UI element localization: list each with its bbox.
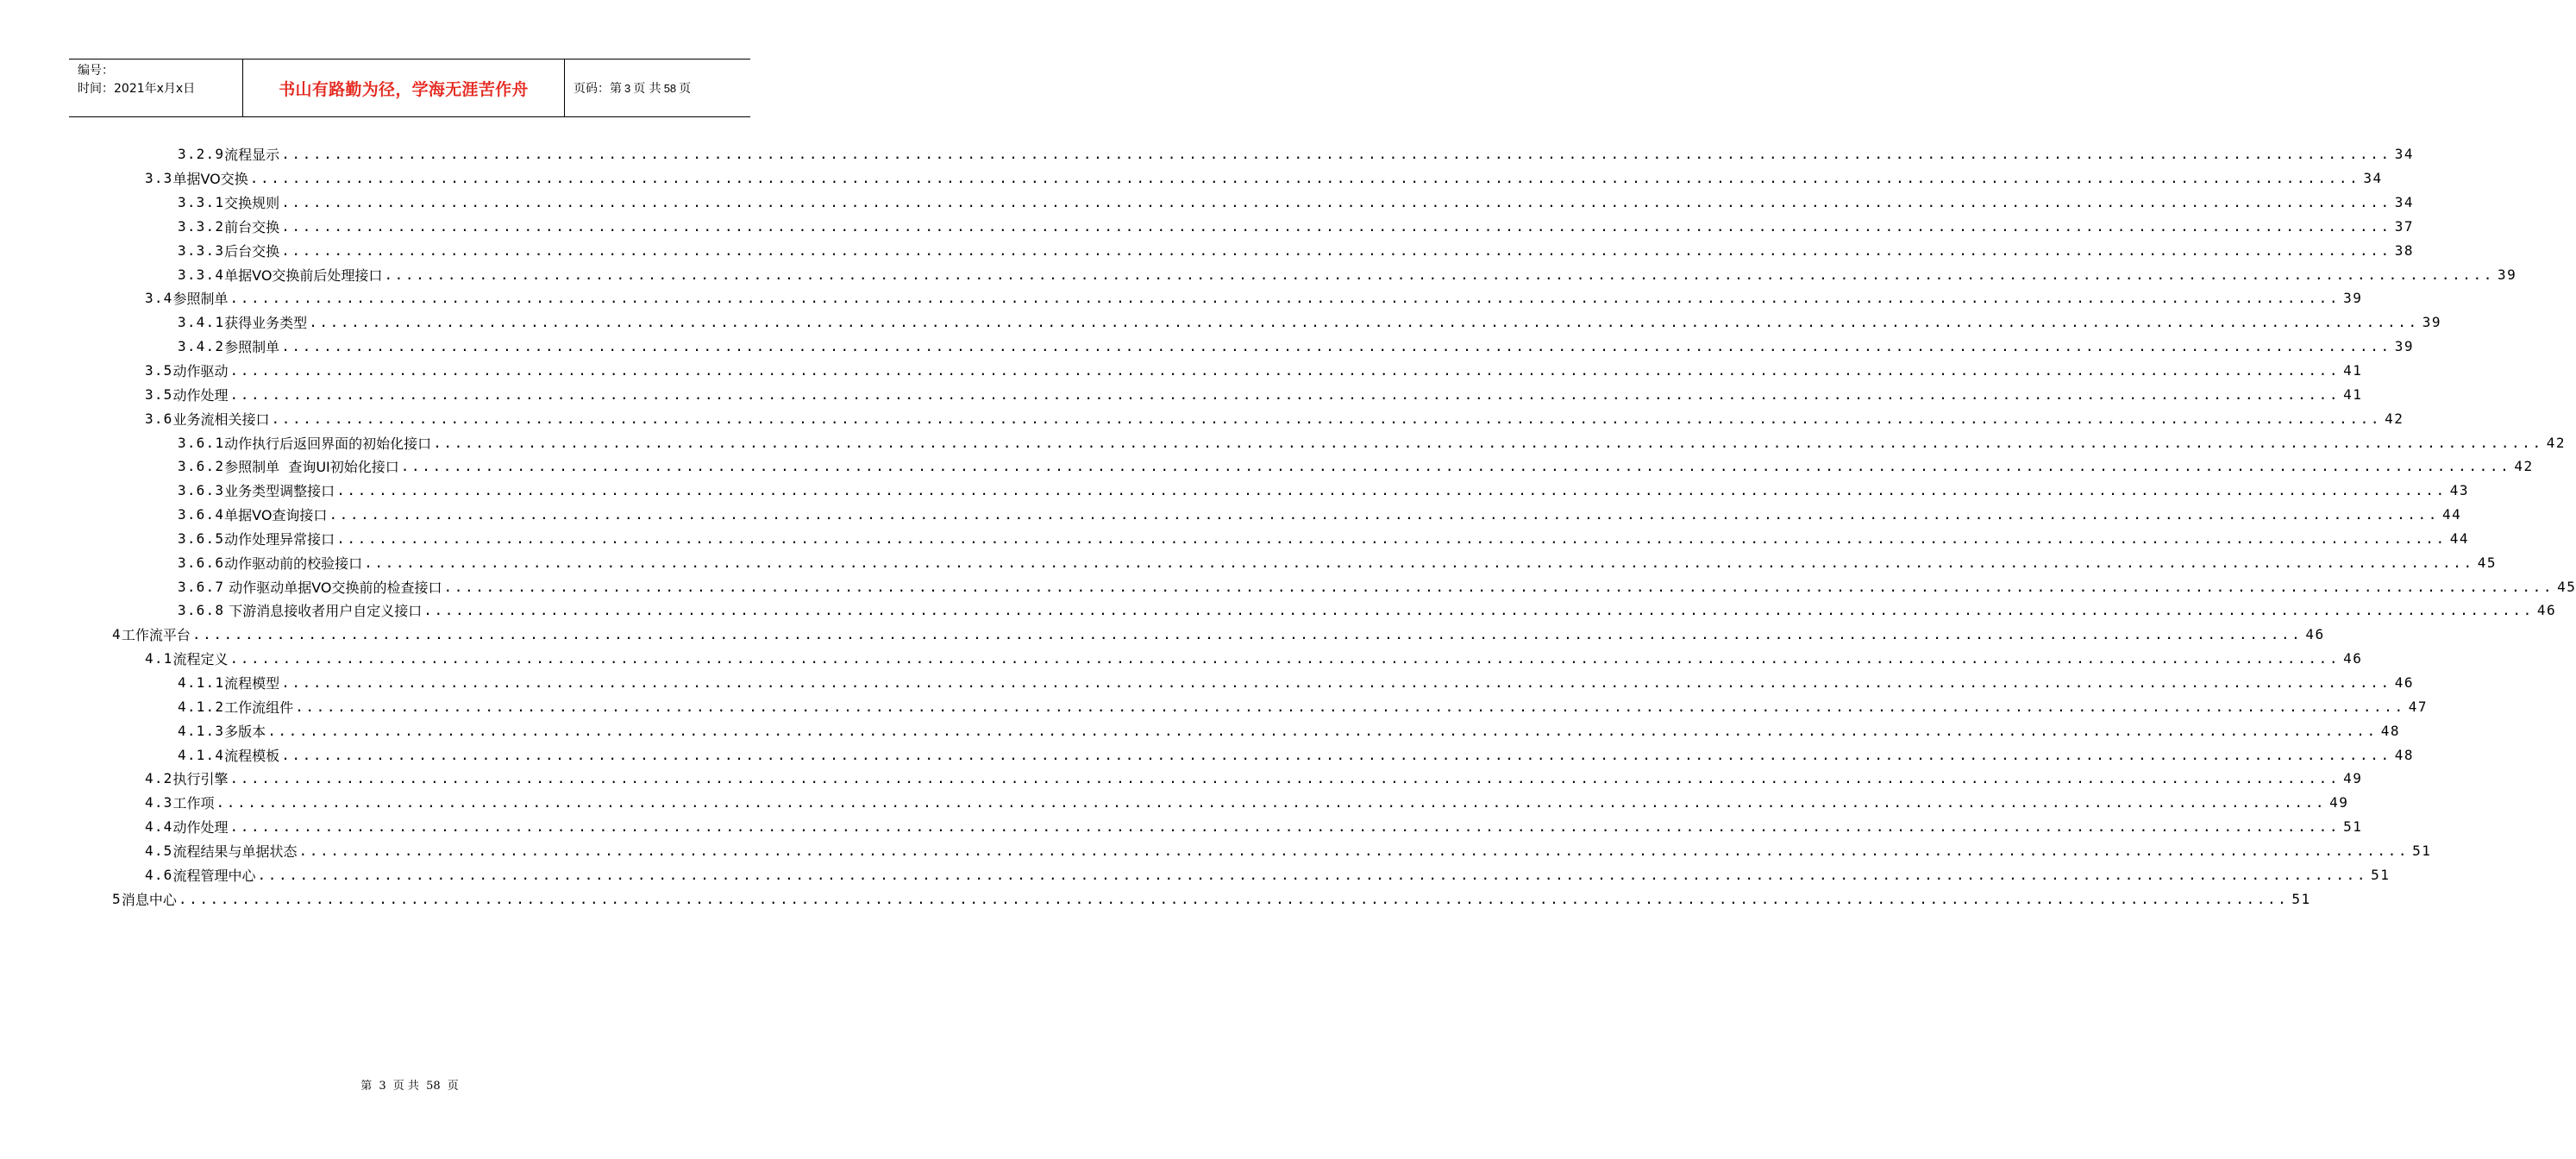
toc-entry-title: 流程定义 [172,651,229,668]
toc-entry[interactable] [0,550,2498,574]
toc-entry-title: 动作处理 [172,386,229,404]
toc-entry-page: 34 [2394,194,2415,211]
toc-entry-page: 49 [2329,794,2349,811]
toc-entry-title: 工作流平台 [121,627,191,644]
toc-entry-title: 动作处理异常接口 [224,530,335,548]
toc-entry-title: 工作项 [172,795,215,812]
toc-entry-page: 37 [2394,217,2415,235]
toc-entry-title: 获得业务类型 [224,315,308,332]
toc-dot-leader: ........................................................................................................................................................................................................ [229,362,2341,379]
toc-entry[interactable] [0,310,2442,335]
toc-dot-leader: ........................................................................................................................................................................................................ [384,266,2494,283]
toc-entry-page: 41 [2343,385,2363,403]
toc-entry[interactable] [0,838,2432,862]
toc-entry[interactable] [0,238,2415,262]
toc-entry[interactable] [0,623,2325,647]
toc-entry-page: 51 [2371,866,2391,883]
toc-entry[interactable] [0,335,2415,359]
document-number-label: 编号： [78,64,114,78]
toc-entry-page: 41 [2343,362,2363,379]
toc-entry-page: 51 [2412,842,2432,859]
toc-entry-number: 4.1.3 [178,722,225,739]
toc-entry-number: 3.3.2 [178,217,225,235]
toc-dot-leader: ........................................................................................................................................................................................................ [281,673,2391,691]
toc-entry-page: 48 [2380,722,2401,739]
toc-entry-title: 下游消息接收者用户自定义接口 [224,603,423,620]
toc-entry-page: 44 [2449,529,2470,547]
toc-dot-leader: ........................................................................................................................................................................................................ [229,385,2341,403]
toc-entry-number: 3.4.1 [178,314,225,331]
toc-entry-number: 3.6.7 [178,578,225,595]
footer-total-pages: 58 [426,1080,441,1093]
toc-entry-title: 流程显示 [224,147,280,164]
toc-entry-page: 42 [2514,458,2534,475]
toc-dot-leader: ........................................................................................................................................................................................................ [229,650,2341,667]
toc-entry[interactable] [0,647,2363,671]
toc-entry-page: 51 [2291,890,2311,907]
toc-dot-leader: ........................................................................................................................................................................................................ [336,482,2447,499]
toc-dot-leader: ........................................................................................................................................................................................................ [298,842,2410,859]
toc-entry-number: 4.3 [145,794,173,811]
toc-entry[interactable] [0,694,2429,718]
toc-entry[interactable] [0,574,2576,598]
toc-entry-number: 4.6 [145,866,173,883]
toc-entry[interactable] [0,671,2415,695]
toc-entry-number: 4.2 [145,770,173,787]
toc-entry[interactable] [0,382,2363,406]
toc-entry-title: 工作流组件 [224,699,294,716]
toc-entry-title: 交换规则 [224,195,280,212]
toc-entry-page: 34 [2363,170,2383,187]
toc-dot-leader: ........................................................................................................................................................................................................ [178,890,2289,907]
toc-entry[interactable] [0,862,2391,886]
toc-entry-title: 业务流相关接口 [172,410,270,428]
toc-entry-page: 45 [2477,554,2498,571]
toc-entry-page: 51 [2343,818,2363,836]
toc-entry-title: 动作处理 [172,819,229,836]
toc-entry-number: 3.4 [145,290,173,307]
toc-entry-number: 3.3 [145,170,173,187]
toc-entry-page: 43 [2449,482,2470,499]
toc-entry-number: 4.1.4 [178,746,225,763]
toc-entry-title: 单据VO交换前后处理接口 [224,266,383,284]
toc-entry-number: 3.6.8 [178,602,225,619]
page-info-mid: 页 共 [633,82,661,96]
toc-entry[interactable] [0,430,2567,454]
toc-dot-leader: ........................................................................................................................................................................................................ [281,241,2391,259]
toc-entry-title: 单据VO交换 [172,171,248,188]
toc-entry-page: 42 [2385,410,2404,427]
toc-entry-title: 参照制单 [224,339,280,356]
toc-entry-title: 流程管理中心 [172,867,256,884]
toc-entry-page: 46 [2343,650,2363,667]
toc-entry[interactable] [0,142,2415,166]
toc-dot-leader: ........................................................................................................................................................................................................ [295,698,2405,715]
toc-entry-number: 3.2.9 [178,146,225,163]
toc-entry-title: 参照制单 查询UI初始化接口 [224,459,399,476]
toc-entry-number: 3.5 [145,385,173,403]
table-of-contents [0,142,2576,911]
toc-entry-title: 后台交换 [224,242,280,260]
toc-entry[interactable] [0,503,2462,527]
toc-entry-page: 45 [2557,578,2576,595]
toc-entry-number: 3.6.4 [178,506,225,523]
toc-dot-leader: ........................................................................................................................................................................................................ [336,529,2447,547]
toc-entry-number: 4 [112,626,122,643]
toc-entry-page: 44 [2442,506,2462,523]
toc-entry-page: 39 [2343,290,2363,307]
toc-entry-number: 4.5 [145,842,173,859]
toc-dot-leader: ........................................................................................................................................................................................................ [400,458,2511,475]
toc-entry-number: 4.1 [145,650,173,667]
page-info-total: 58 [663,81,677,95]
page-footer [0,1076,819,1093]
toc-entry-title: 业务类型调整接口 [224,483,335,500]
toc-entry[interactable] [0,454,2534,479]
toc-entry-page: 39 [2422,314,2442,331]
toc-entry-title: 流程结果与单据状态 [172,843,298,860]
page-info-prefix: 页码：第 [573,82,622,96]
toc-dot-leader: ........................................................................................................................................................................................................ [229,290,2341,307]
toc-entry-number: 4.1.2 [178,698,225,715]
toc-entry[interactable] [0,791,2349,815]
toc-entry[interactable] [0,359,2363,383]
toc-dot-leader: ........................................................................................................................................................................................................ [281,146,2391,163]
toc-entry-number: 3.6.5 [178,529,225,547]
toc-entry[interactable] [0,527,2470,551]
toc-entry-page: 39 [2498,266,2517,283]
toc-entry-page: 39 [2394,338,2415,355]
toc-entry-title: 流程模型 [224,674,280,692]
toc-entry-number: 5 [112,890,122,907]
toc-entry-number: 3.4.2 [178,338,225,355]
header-motto: 书山有路勤为径，学海无涯苦作舟 [243,60,565,116]
toc-entry[interactable] [0,598,2557,623]
toc-entry-page: 46 [2305,626,2325,643]
footer-current-page: 3 [379,1080,386,1093]
toc-entry[interactable] [0,767,2363,791]
toc-entry-title: 动作驱动 [172,363,229,380]
toc-entry-title: 动作执行后返回界面的初始化接口 [224,435,432,452]
toc-dot-leader: ........................................................................................................................................................................................................ [423,602,2534,619]
toc-entry-number: 3.6.1 [178,434,225,451]
toc-dot-leader: ........................................................................................................................................................................................................ [309,314,2419,331]
header-page-info [565,60,750,116]
page-info-current: 3 [624,81,631,95]
toc-entry-page: 42 [2546,434,2567,451]
toc-entry-title: 参照制单 [172,291,229,308]
footer-prefix: 第 [360,1080,373,1093]
toc-entry-page: 46 [2536,602,2557,619]
toc-dot-leader: ........................................................................................................................................................................................................ [433,434,2543,451]
toc-entry[interactable] [0,215,2415,239]
toc-entry-page: 47 [2408,698,2429,715]
footer-mid: 页 共 [392,1080,419,1093]
toc-entry-title: 多版本 [224,723,266,740]
toc-dot-leader: ........................................................................................................................................................................................................ [216,794,2327,811]
toc-dot-leader: ........................................................................................................................................................................................................ [257,866,2368,883]
toc-dot-leader: ........................................................................................................................................................................................................ [281,338,2391,355]
toc-dot-leader: ........................................................................................................................................................................................................ [229,770,2341,787]
toc-dot-leader: ........................................................................................................................................................................................................ [271,410,2382,427]
header-meta [69,60,243,116]
toc-entry[interactable] [0,742,2415,767]
toc-dot-leader: ........................................................................................................................................................................................................ [191,626,2303,643]
toc-dot-leader: ........................................................................................................................................................................................................ [443,578,2554,595]
toc-entry-page: 34 [2394,146,2415,163]
toc-entry-number: 4.1.1 [178,673,225,691]
toc-entry-number: 3.3.4 [178,266,225,283]
toc-entry-title: 流程模板 [224,747,280,764]
toc-entry-title: 前台交换 [224,218,280,235]
toc-entry-number: 3.5 [145,362,173,379]
page-info-suffix: 页 [679,82,692,96]
toc-entry-title: 消息中心 [121,891,177,908]
toc-dot-leader: ........................................................................................................................................................................................................ [329,506,2439,523]
toc-dot-leader: ........................................................................................................................................................................................................ [281,194,2391,211]
footer-suffix: 页 [447,1080,459,1093]
toc-entry[interactable] [0,191,2415,215]
document-time-label: 时间：2021年x月x日 [78,82,196,96]
toc-dot-leader: ........................................................................................................................................................................................................ [249,170,2360,187]
toc-entry-number: 3.3.3 [178,241,225,259]
toc-entry[interactable] [0,815,2363,839]
toc-entry[interactable] [0,166,2383,191]
toc-entry-number: 3.3.1 [178,194,225,211]
toc-entry-page: 46 [2394,673,2415,691]
toc-entry[interactable] [0,479,2470,503]
toc-entry-number: 3.6.6 [178,554,225,571]
toc-entry[interactable] [0,718,2401,742]
toc-entry-page: 49 [2343,770,2363,787]
toc-dot-leader: ........................................................................................................................................................................................................ [281,746,2391,763]
toc-entry[interactable] [0,406,2404,430]
toc-entry-page: 38 [2394,241,2415,259]
toc-entry[interactable] [0,262,2517,286]
toc-entry-page: 48 [2394,746,2415,763]
toc-dot-leader: ........................................................................................................................................................................................................ [364,554,2474,571]
toc-entry-number: 3.6 [145,410,173,427]
toc-entry-title: 动作驱动前的校验接口 [224,554,363,572]
toc-entry[interactable] [0,286,2363,310]
toc-entry[interactable] [0,886,2311,911]
page-header [69,59,750,117]
toc-entry-title: 执行引擎 [172,771,229,788]
toc-entry-title: 动作驱动单据VO交换前的检查接口 [224,579,442,596]
toc-entry-title: 单据VO查询接口 [224,507,328,524]
toc-dot-leader: ........................................................................................................................................................................................................ [229,818,2341,836]
toc-entry-number: 3.6.3 [178,482,225,499]
toc-entry-number: 3.6.2 [178,458,225,475]
toc-entry-number: 4.4 [145,818,173,836]
toc-dot-leader: ........................................................................................................................................................................................................ [281,217,2391,235]
toc-dot-leader: ........................................................................................................................................................................................................ [267,722,2378,739]
